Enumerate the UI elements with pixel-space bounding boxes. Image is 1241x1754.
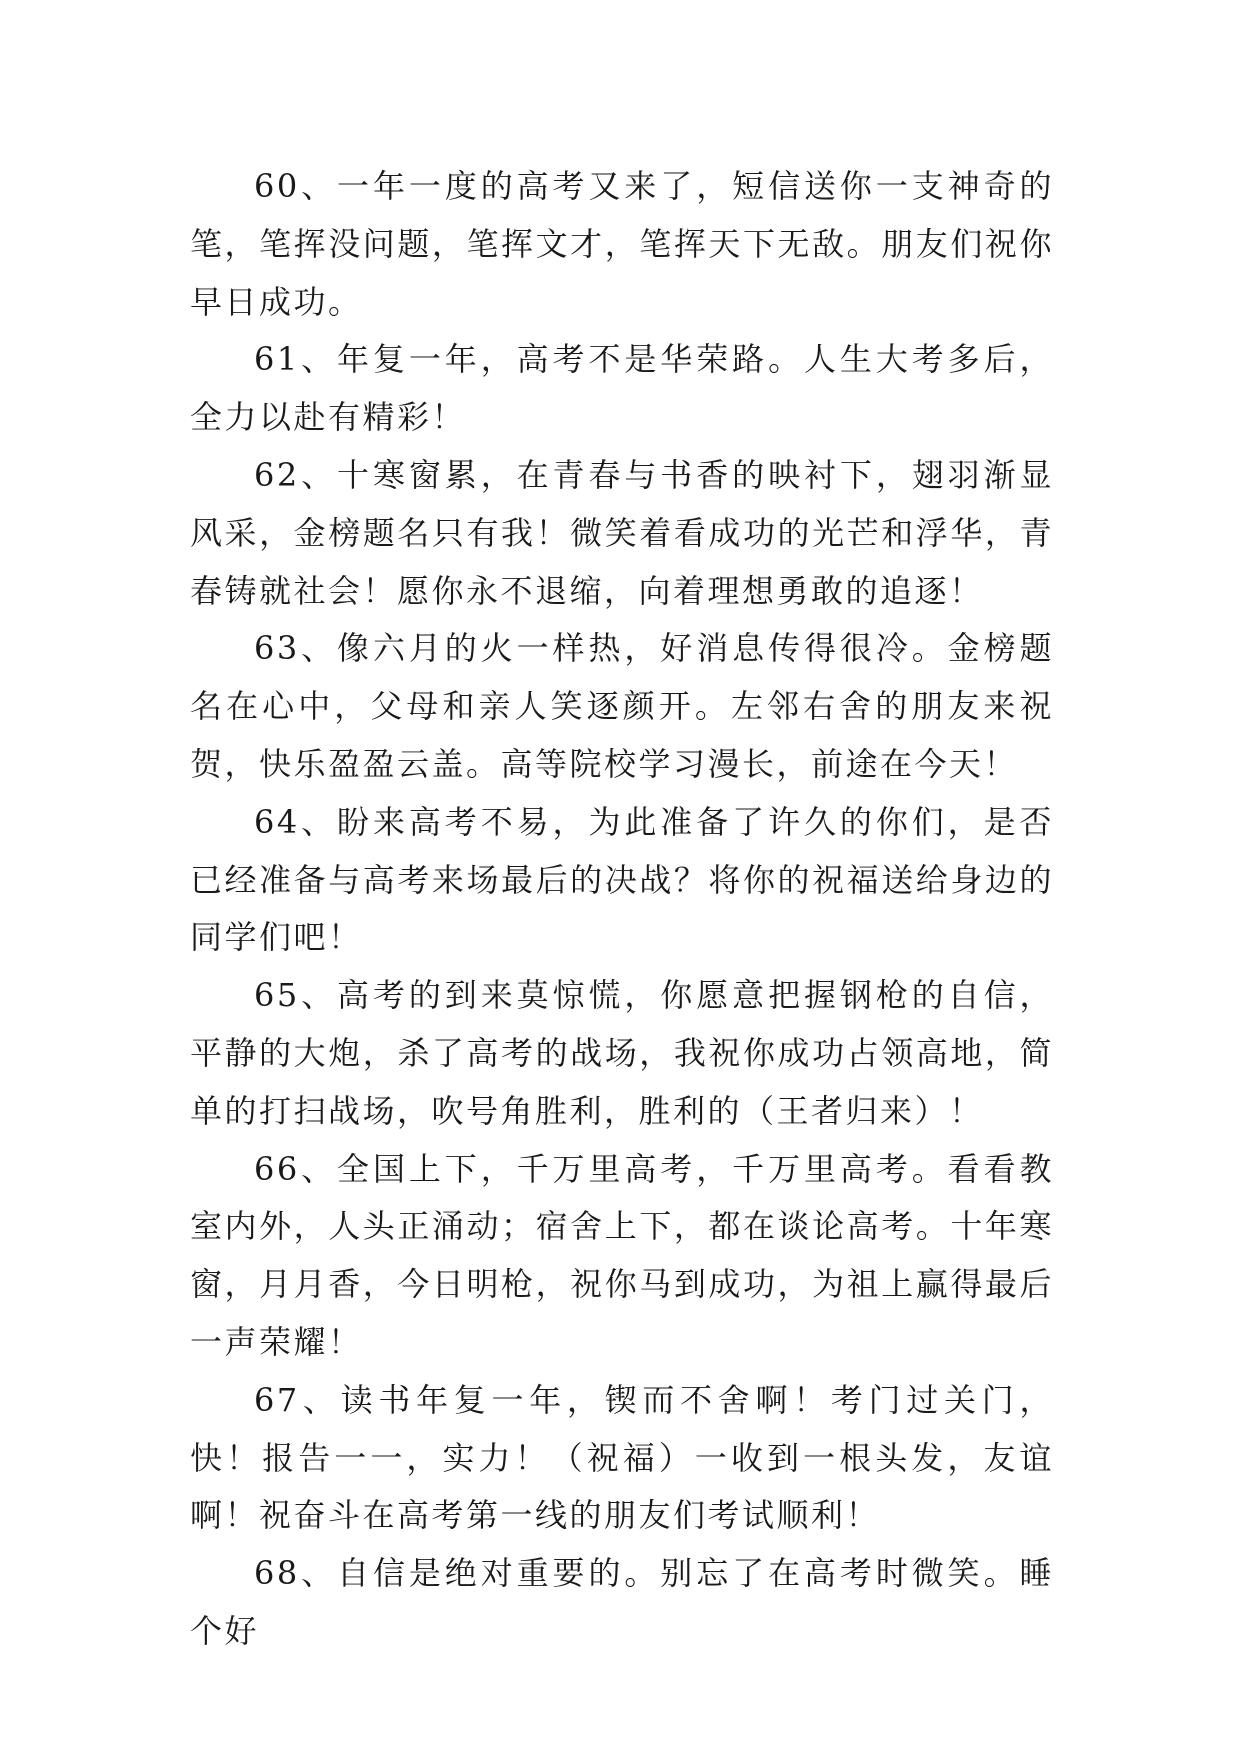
paragraph-63: 63、像六月的火一样热，好消息传得很冷。金榜题名在心中，父母和亲人笑逐颜开。左邻右舍的朋友来祝贺，快乐盈盈云盖。高等院校学习漫长，前途在今天！ — [190, 629, 1054, 783]
paragraph-60: 60、一年一度的高考又来了，短信送你一支神奇的笔，笔挥没问题，笔挥文才，笔挥天下无敌。朋友们祝你早日成功。 — [190, 167, 1054, 321]
document-body — [190, 158, 1054, 1661]
paragraph-61: 61、年复一年，高考不是华荣路。人生大考多后，全力以赴有精彩！ — [190, 340, 1054, 437]
paragraph-62: 62、十寒窗累，在青春与书香的映衬下，翅羽渐显风采，金榜题名只有我！微笑着看成功的光芒和浮华，青春铸就社会！愿你永不退缩，向着理想勇敢的追逐！ — [190, 455, 1054, 610]
paragraph-66: 66、全国上下，千万里高考，千万里高考。看看教室内外，人头正涌动；宿舍上下，都在谈论高考。十年寒窗，月月香，今日明枪，祝你马到成功，为祖上赢得最后一声荣耀！ — [190, 1149, 1054, 1361]
paragraph-64: 64、盼来高考不易，为此准备了许久的你们，是否已经准备与高考来场最后的决战？将你的祝福送给身边的同学们吧！ — [190, 802, 1054, 957]
paragraph-68: 68、自信是绝对重要的。别忘了在高考时微笑。睡个好 — [190, 1554, 1054, 1650]
paragraph-65: 65、高考的到来莫惊慌，你愿意把握钢枪的自信，平静的大炮，杀了高考的战场，我祝你成功占领高地，简单的打扫战场，吹号角胜利，胜利的（王者归来）！ — [190, 976, 1054, 1130]
paragraph-67: 67、读书年复一年，锲而不舍啊！考门过关门，快！报告一一，实力！（祝福）一收到一根头发，友谊啊！祝奋斗在高考第一线的朋友们考试顺利！ — [190, 1380, 1054, 1535]
